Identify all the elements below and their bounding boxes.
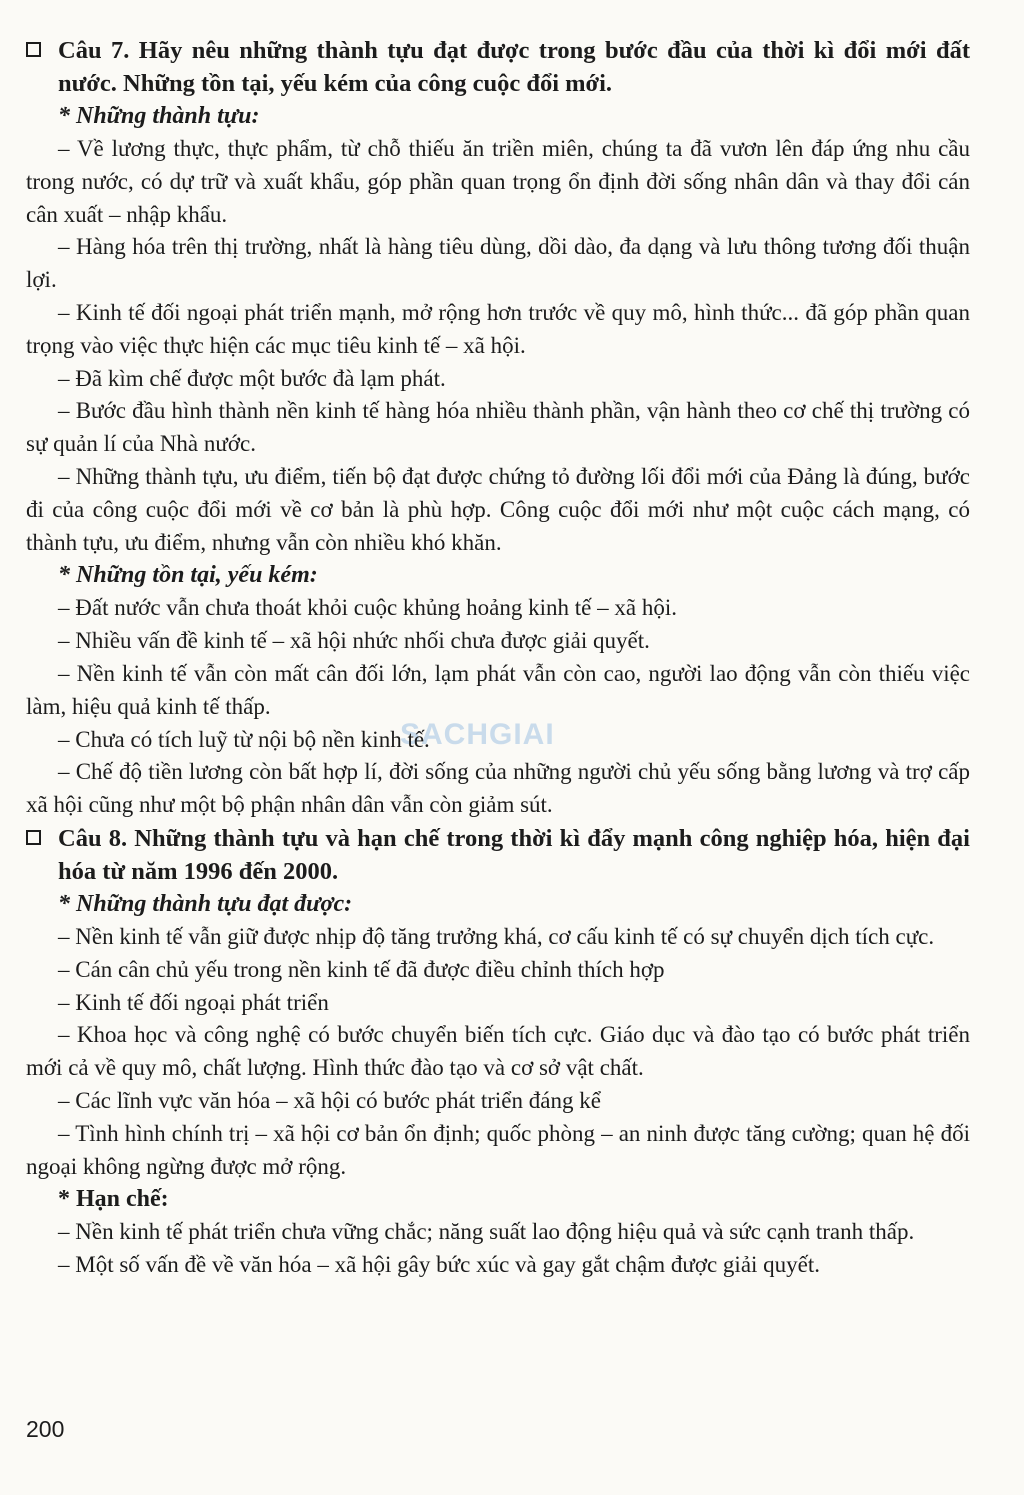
q8-achievement-3: – Kinh tế đối ngoại phát triển: [58, 989, 329, 1015]
q7-weakness-5: – Chế độ tiền lương còn bất hợp lí, đời sống của những người chủ yếu sống bằng lương và trợ cấp xã hội cũng như một bộ phận nhân dân vẫn còn giảm sút.: [26, 759, 970, 818]
q8-achievements-heading: * Những thành tựu đạt được:: [58, 890, 353, 917]
q8-limitation-1: – Nền kinh tế phát triển chưa vững chắc; năng suất lao động hiệu quả và sức cạnh tranh thấp.: [58, 1219, 915, 1245]
question-7-heading: [26, 34, 970, 100]
q7-achievement-4: – Đã kìm chế được một bước đà lạm phát.: [58, 365, 446, 391]
q7-weakness-3: – Nền kinh tế vẫn còn mất cân đối lớn, lạm phát vẫn còn cao, người lao động vẫn còn thiếu việc làm, hiệu quả kinh tế thấp.: [26, 660, 970, 719]
question-7-title: Câu 7. Hãy nêu những thành tựu đạt được trong bước đầu của thời kì đổi mới đất nước. Những tồn tại, yếu kém của công cuộc đổi mới.: [58, 37, 970, 97]
q8-limitations-heading: * Hạn chế:: [58, 1186, 169, 1213]
question-8-heading: [26, 822, 970, 888]
q7-weaknesses-heading: * Những tồn tại, yếu kém:: [58, 562, 318, 589]
q8-achievement-2: – Cán cân chủ yếu trong nền kinh tế đã được điều chỉnh thích hợp: [58, 956, 665, 982]
q8-achievement-4: – Khoa học và công nghệ có bước chuyển biến tích cực. Giáo dục và đào tạo có bước phát triển mới cả về quy mô, chất lượng. Hình thức đào tạo và cơ sở vật chất.: [26, 1022, 970, 1081]
q7-weakness-1: – Đất nước vẫn chưa thoát khỏi cuộc khủng hoảng kinh tế – xã hội.: [58, 595, 677, 621]
q8-achievement-1: – Nền kinh tế vẫn giữ được nhịp độ tăng trưởng khá, cơ cấu kinh tế có sự chuyển dịch tích cực.: [58, 923, 935, 949]
q8-limitation-2: – Một số vấn đề về văn hóa – xã hội gây bức xúc và gay gắt chậm được giải quyết.: [58, 1252, 821, 1278]
q8-achievement-6: – Tình hình chính trị – xã hội cơ bản ổn định; quốc phòng – an ninh được tăng cường; quan hệ đối ngoại không ngừng được mở rộng.: [26, 1120, 970, 1179]
q7-achievement-1: – Về lương thực, thực phẩm, từ chỗ thiếu ăn triền miên, chúng ta đã vươn lên đáp ứng nhu cầu trong nước, có dự trữ và xuất khẩu, góp phần quan trọng ổn định đời sống nhân dân và thay đổi cán cân xuất – nhập khẩu.: [26, 136, 970, 227]
q7-achievement-5: – Bước đầu hình thành nền kinh tế hàng hóa nhiều thành phần, vận hành theo cơ chế thị trường có sự quản lí của Nhà nước.: [26, 398, 970, 457]
q7-achievements-heading: * Những thành tựu:: [58, 103, 260, 129]
q7-achievement-3: – Kinh tế đối ngoại phát triển mạnh, mở rộng hơn trước về quy mô, hình thức... đã góp phần quan trọng vào việc thực hiện các mục tiêu kinh tế – xã hội.: [26, 299, 970, 358]
checkbox-square-icon: [26, 830, 41, 845]
question-8-title: Câu 8. Những thành tựu và hạn chế trong thời kì đẩy mạnh công nghiệp hóa, hiện đại hóa từ năm 1996 đến 2000.: [58, 824, 970, 885]
page-content: [26, 34, 970, 1282]
q7-weakness-2: – Nhiều vấn đề kinh tế – xã hội nhức nhối chưa được giải quyết.: [58, 628, 650, 654]
q8-achievement-5: – Các lĩnh vực văn hóa – xã hội có bước phát triển đáng kể: [58, 1087, 601, 1113]
q7-achievement-6: – Những thành tựu, ưu điểm, tiến bộ đạt được chứng tỏ đường lối đổi mới của Đảng là đúng, bước đi của công cuộc đổi mới về cơ bản là phù hợp. Công cuộc đổi mới như một cuộc cách mạng, có thành tựu, ưu điểm, nhưng vẫn còn nhiều khó khăn.: [26, 463, 970, 555]
watermark: SACHGIAI: [400, 718, 555, 751]
q7-achievement-2: – Hàng hóa trên thị trường, nhất là hàng tiêu dùng, dồi dào, đa dạng và lưu thông tương đối thuận lợi.: [26, 234, 970, 293]
q7-weakness-4: – Chưa có tích luỹ từ nội bộ nền kinh tế.: [58, 726, 430, 752]
checkbox-square-icon: [26, 42, 41, 57]
page-number: 200: [26, 1416, 65, 1442]
